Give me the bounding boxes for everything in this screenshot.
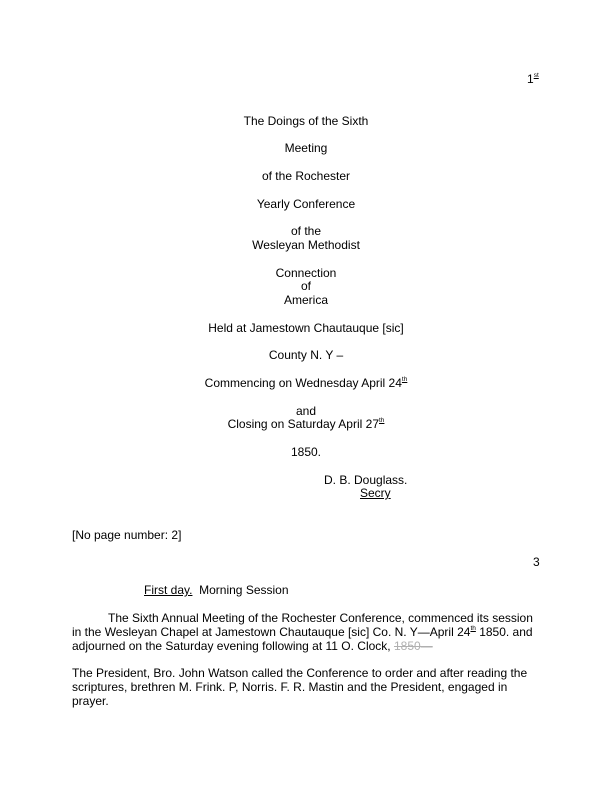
- page-note: [No page number: 2]: [72, 528, 182, 542]
- para1-line2b: 1850. and: [475, 625, 533, 639]
- commencing-line: [0, 376, 612, 390]
- session-heading: [144, 583, 289, 597]
- para1-line2-sup: th: [470, 625, 476, 632]
- title-line-2: Meeting: [284, 141, 328, 155]
- closing-text: Closing on Saturday April 27: [227, 417, 379, 431]
- commencing-sup: th: [401, 376, 408, 383]
- page-number-3: 3: [533, 555, 540, 569]
- title-line-1: The Doings of the Sixth: [243, 114, 369, 128]
- title-line-7: Connection: [275, 266, 337, 280]
- closing-line: [0, 417, 612, 431]
- first-day-label: First day.: [144, 583, 193, 597]
- page-number-1-value: 1: [527, 72, 534, 86]
- title-line-5: of the: [290, 224, 322, 238]
- county-line: County N. Y –: [268, 348, 344, 362]
- para1-line2a: in the Wesleyan Chapel at Jamestown Chautauque [sic] Co. N. Y—April 24: [72, 625, 471, 639]
- title-line-9: America: [283, 293, 328, 307]
- paragraph-1-line-3: [72, 639, 542, 653]
- page-number-1: [527, 72, 539, 86]
- paragraph-1-line-2: [72, 625, 542, 639]
- signature-name: D. B. Douglass.: [324, 473, 408, 487]
- para1-line1: The Sixth Annual Meeting of the Rochester Conference, commenced its session: [108, 611, 533, 625]
- paragraph-2-line-3: prayer.: [72, 694, 109, 708]
- held-at-line: Held at Jamestown Chautauque [sic]: [208, 321, 404, 335]
- commencing-text: Commencing on Wednesday April 24: [204, 376, 402, 390]
- title-line-6: Wesleyan Methodist: [252, 238, 360, 252]
- paragraph-2-line-2: scriptures, brethren M. Frink. P, Norris. F. R. Mastin and the President, engaged in: [72, 680, 508, 694]
- page-number-1-suffix: st: [533, 72, 539, 79]
- signature-title: Secry: [360, 486, 391, 500]
- year-line: 1850.: [290, 445, 322, 459]
- paragraph-2-line-1: The President, Bro. John Watson called the Conference to order and after reading the: [72, 666, 528, 680]
- title-line-8: of: [300, 279, 311, 293]
- title-line-3: of the Rochester: [261, 169, 351, 183]
- morning-session-label: Morning Session: [199, 583, 289, 597]
- closing-sup: th: [379, 417, 385, 424]
- para1-line3: adjourned on the Saturday evening following at 11 O. Clock,: [72, 639, 394, 653]
- para1-struck-text: 1850—: [393, 639, 433, 653]
- paragraph-1-line-1: [72, 611, 542, 625]
- and-line: and: [295, 404, 317, 418]
- title-line-4: Yearly Conference: [256, 197, 356, 211]
